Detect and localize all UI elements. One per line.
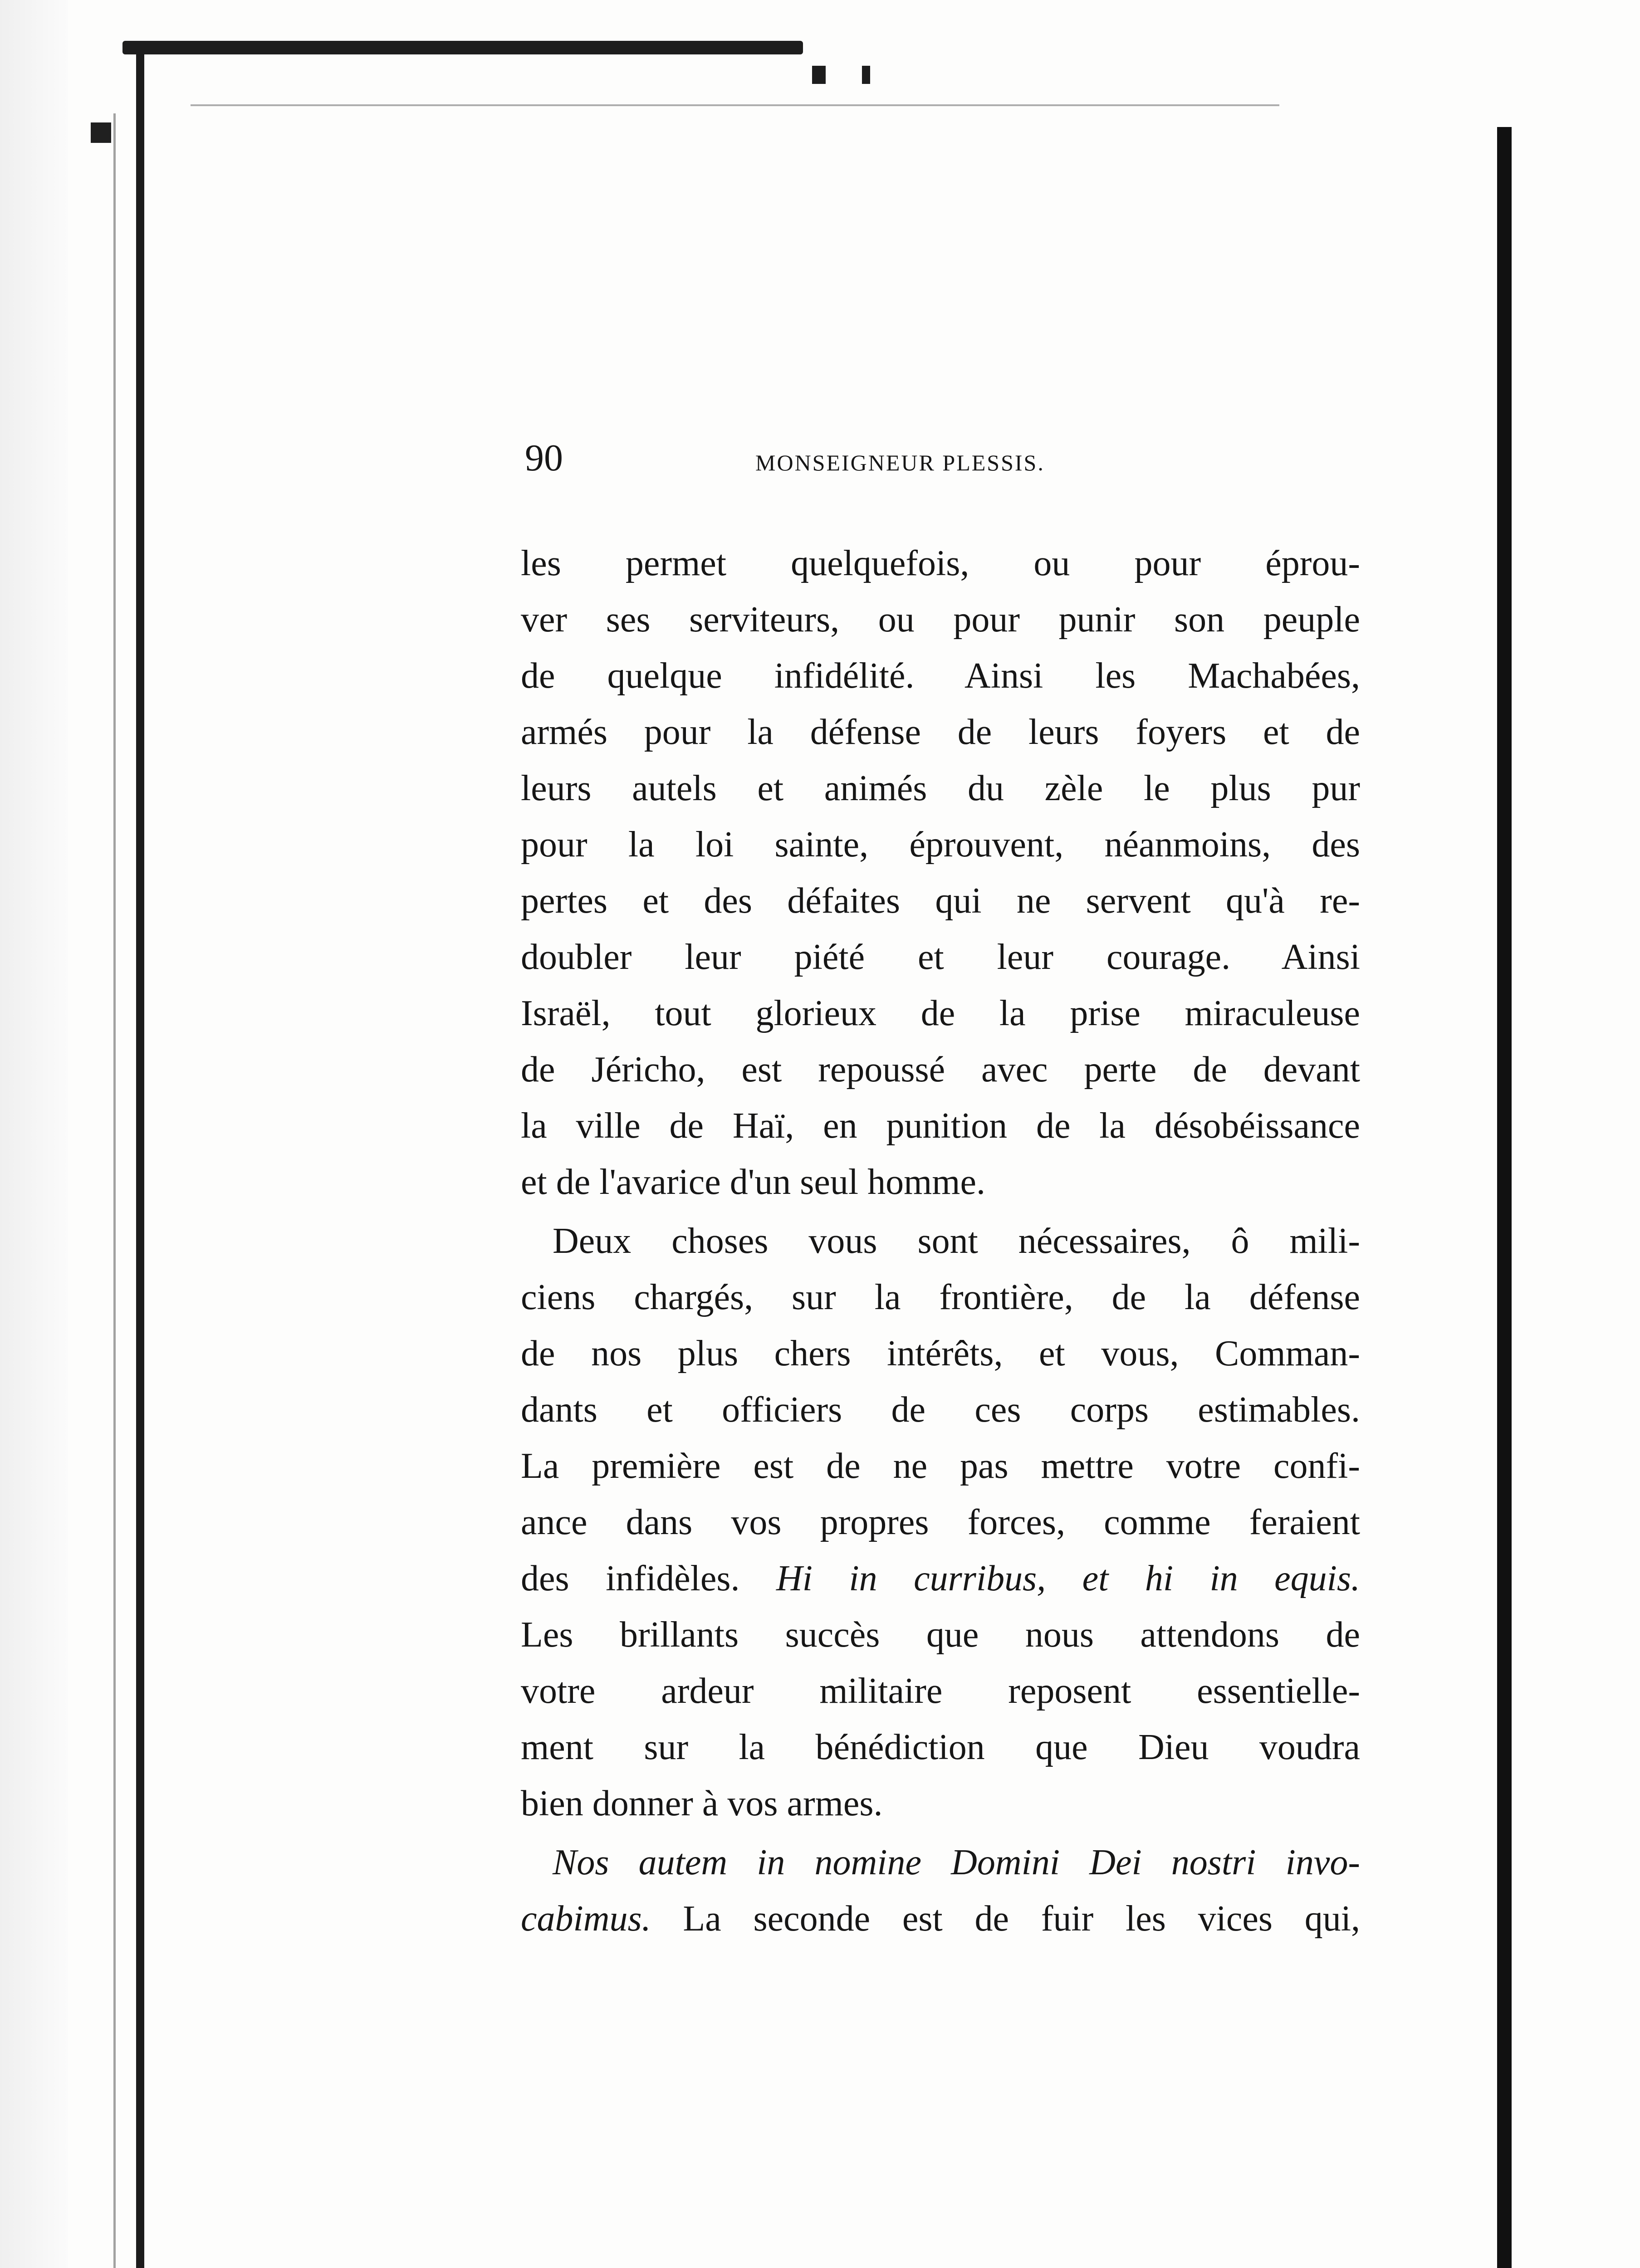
page-number: 90 xyxy=(525,437,563,479)
latin-quote: Nos autem in nomine Domini Dei nostri invo- xyxy=(553,1843,1360,1882)
top-scan-smudge xyxy=(122,41,803,54)
top-scan-mark xyxy=(812,66,826,84)
text-line-with-latin xyxy=(521,1891,1360,1947)
right-edge-line xyxy=(1497,127,1512,2268)
running-head: MONSEIGNEUR PLESSIS. xyxy=(755,450,1045,475)
text-line: Deux choses vous sont nécessaires, ô mili- xyxy=(553,1221,1360,1261)
paragraph xyxy=(521,1213,1360,1832)
text-line: leurs autels et animés du zèle le plus pur xyxy=(521,768,1360,808)
text-line: armés pour la défense de leurs foyers et de xyxy=(521,712,1360,752)
text-line: dants et officiers de ces corps estimables. xyxy=(521,1390,1360,1430)
latin-line xyxy=(521,1834,1360,1891)
body-text xyxy=(521,535,1360,1947)
text-line: ance dans vos propres forces, comme feraient xyxy=(521,1502,1360,1542)
binding-shadow-line xyxy=(113,113,116,2268)
text-line: de nos plus chers intérêts, et vous, Comman- xyxy=(521,1334,1360,1374)
text-line: Israël, tout glorieux de la prise miraculeuse xyxy=(521,993,1360,1033)
text-line: et de l'avarice d'un seul homme. xyxy=(521,1162,986,1202)
text-run: des infidèles. xyxy=(521,1559,740,1598)
binding-edge-line xyxy=(136,50,144,2268)
text-line: de Jéricho, est repoussé avec perte de devant xyxy=(521,1050,1360,1090)
paragraph xyxy=(521,1834,1360,1947)
text-line: de quelque infidélité. Ainsi les Machabées, xyxy=(521,656,1360,696)
corner-scan-mark xyxy=(91,122,111,143)
text-run: La seconde est de fuir les vices qui, xyxy=(683,1899,1360,1939)
text-line: les permet quelquefois, ou pour éprou- xyxy=(521,543,1360,583)
text-line: doubler leur piété et leur courage. Ainsi xyxy=(521,937,1360,977)
text-line: La première est de ne pas mettre votre confi- xyxy=(521,1446,1360,1486)
text-line: pour la loi sainte, éprouvent, néanmoins, des xyxy=(521,825,1360,865)
text-line: pertes et des défaites qui ne servent qu'à re- xyxy=(521,881,1360,921)
text-line: ment sur la bénédiction que Dieu voudra xyxy=(521,1727,1360,1767)
text-line: ver ses serviteurs, ou pour punir son peuple xyxy=(521,600,1360,640)
text-line: bien donner à vos armes. xyxy=(521,1784,883,1823)
text-line: la ville de Haï, en punition de la désobéissance xyxy=(521,1106,1360,1146)
top-scan-mark xyxy=(862,66,870,84)
text-line: votre ardeur militaire reposent essentielle- xyxy=(521,1671,1360,1711)
paragraph xyxy=(521,535,1360,1210)
text-line-with-latin xyxy=(521,1550,1360,1607)
latin-quote: Hi in curribus, et hi in equis. xyxy=(776,1559,1360,1598)
text-line: Les brillants succès que nous attendons de xyxy=(521,1615,1360,1655)
text-line: ciens chargés, sur la frontière, de la défense xyxy=(521,1277,1360,1317)
page-edge-shadow xyxy=(0,0,68,2268)
top-edge-line xyxy=(191,104,1279,106)
latin-quote: cabimus. xyxy=(521,1899,651,1939)
